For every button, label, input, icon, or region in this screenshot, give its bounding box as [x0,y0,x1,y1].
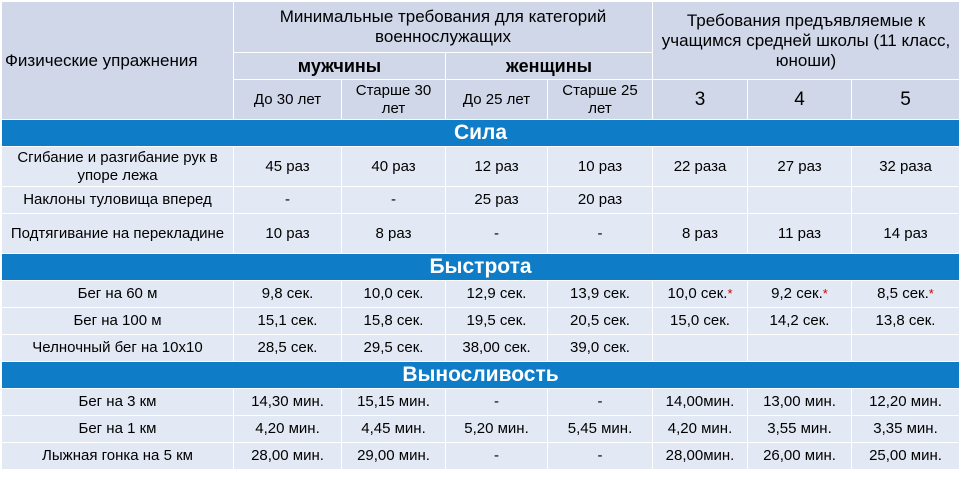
exercise-name: Бег на 3 км [2,389,234,416]
exercise-name: Бег на 60 м [2,281,234,308]
table-cell: 13,8 сек. [852,308,960,335]
table-cell: 29,5 сек. [342,335,446,362]
table-cell [748,187,852,214]
table-cell: - [548,389,653,416]
exercise-name: Бег на 100 м [2,308,234,335]
table-cell: 27 раз [748,147,852,187]
table-cell: - [446,214,548,254]
table-row [2,308,960,335]
grade-4-header: 4 [748,80,852,120]
asterisk-mark: * [928,286,934,301]
exercise-name: Лыжная гонка на 5 км [2,443,234,470]
table-cell: 15,8 сек. [342,308,446,335]
table-cell: 5,45 мин. [548,416,653,443]
table-cell: - [342,187,446,214]
table-cell: 12,20 мин. [852,389,960,416]
table-cell: 22 раза [653,147,748,187]
table-cell: 10 раз [548,147,653,187]
table-cell [653,187,748,214]
table-cell: 29,00 мин. [342,443,446,470]
men-under-30-header: До 30 лет [234,80,342,120]
women-under-25-header: До 25 лет [446,80,548,120]
table-cell [852,187,960,214]
table-cell: 12,9 сек. [446,281,548,308]
table-cell: 32 раза [852,147,960,187]
table-cell: 8 раз [342,214,446,254]
table-cell: 15,15 мин. [342,389,446,416]
table-cell: 19,5 сек. [446,308,548,335]
table-cell: 20 раз [548,187,653,214]
men-over-30-header: Старше 30 лет [342,80,446,120]
grade-5-header: 5 [852,80,960,120]
table-cell: 20,5 сек. [548,308,653,335]
asterisk-mark: * [727,286,733,301]
section-title-strength: Сила [2,120,960,147]
table-cell [653,281,748,308]
exercise-name: Сгибание и разгибание рук в упоре лежа [2,147,234,187]
cell-value: 9,2 сек. [771,285,823,302]
table-row [2,147,960,187]
table-cell [653,335,748,362]
men-header: мужчины [234,53,446,80]
exercise-name: Бег на 1 км [2,416,234,443]
table-cell: 10,0 сек. [342,281,446,308]
table-row [2,443,960,470]
table-cell: 15,0 сек. [653,308,748,335]
table-cell: 3,55 мин. [748,416,852,443]
women-over-25-header: Старше 25 лет [548,80,653,120]
section-title-speed: Быстрота [2,254,960,281]
table-cell: 39,0 сек. [548,335,653,362]
table-cell: 13,9 сек. [548,281,653,308]
table-cell: 12 раз [446,147,548,187]
table-cell: - [548,443,653,470]
table-cell: - [548,214,653,254]
table-cell: - [446,389,548,416]
table-cell: 28,00 мин. [234,443,342,470]
table-cell: 40 раз [342,147,446,187]
table-cell: - [234,187,342,214]
table-cell: 14,30 мин. [234,389,342,416]
table-cell: 14,00мин. [653,389,748,416]
asterisk-mark: * [822,286,828,301]
table-cell: 4,45 мин. [342,416,446,443]
table-cell: 3,35 мин. [852,416,960,443]
table-row [2,187,960,214]
exercise-name: Наклоны туловища вперед [2,187,234,214]
table-cell: 14,2 сек. [748,308,852,335]
exercise-name: Челночный бег на 10х10 [2,335,234,362]
table-row [2,281,960,308]
exercise-name: Подтягивание на перекладине [2,214,234,254]
military-group-header: Минимальные требования для категорий военнослужащих [234,2,653,53]
table-row [2,335,960,362]
table-cell: 5,20 мин. [446,416,548,443]
women-header: женщины [446,53,653,80]
cell-value: 10,0 сек. [667,285,728,302]
table-cell: 25 раз [446,187,548,214]
table-cell: 45 раз [234,147,342,187]
table-cell: 8 раз [653,214,748,254]
table-cell: 14 раз [852,214,960,254]
table-cell: 11 раз [748,214,852,254]
table-cell [852,281,960,308]
table-cell: 10 раз [234,214,342,254]
table-cell: 28,5 сек. [234,335,342,362]
table-cell: 15,1 сек. [234,308,342,335]
table-cell: 25,00 мин. [852,443,960,470]
exercise-column-header: Физические упражнения [2,2,234,120]
table-row [2,214,960,254]
table-cell [748,281,852,308]
grade-3-header: 3 [653,80,748,120]
table-row [2,416,960,443]
table-cell: 9,8 сек. [234,281,342,308]
table-cell [852,335,960,362]
table-cell [748,335,852,362]
table-cell: 26,00 мин. [748,443,852,470]
school-group-header: Требования предъявляемые к учащимся средней школы (11 класс, юноши) [653,2,960,80]
standards-table [1,1,960,470]
table-row [2,389,960,416]
table-cell: 28,00мин. [653,443,748,470]
section-title-endurance: Выносливость [2,362,960,389]
table-cell: 4,20 мин. [234,416,342,443]
table-cell: - [446,443,548,470]
cell-value: 8,5 сек. [877,285,929,302]
table-cell: 4,20 мин. [653,416,748,443]
table-cell: 38,00 сек. [446,335,548,362]
table-cell: 13,00 мин. [748,389,852,416]
